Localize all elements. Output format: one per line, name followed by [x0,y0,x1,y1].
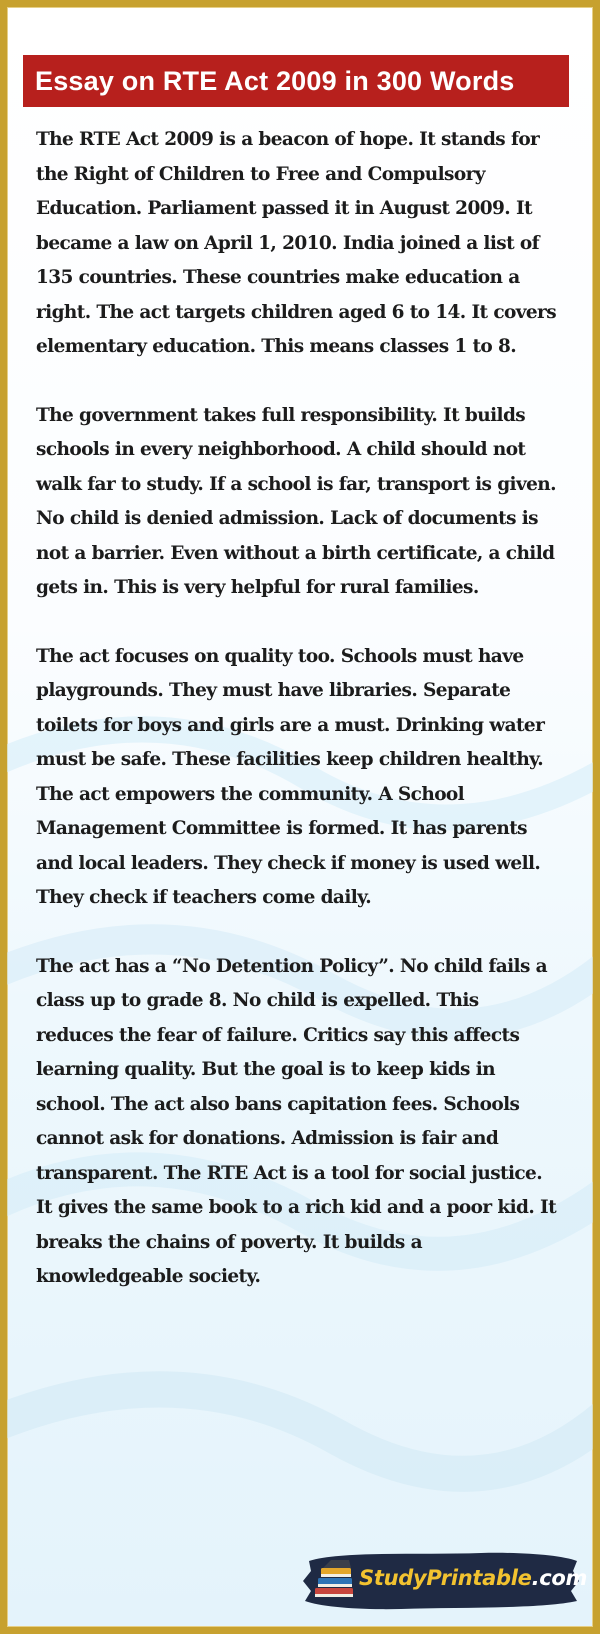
paragraph-2: The government takes full responsibility. It builds schools in every neighborhood. A child should not walk far to study. If a school is far, transport is given. No child is denied admission. Lack of documents is not a barrier. Even without a birth certificate, a child gets in. This is very helpful for rural families. [36,404,556,598]
logo-name: StudyPrintable [359,1566,532,1590]
paragraph-1: The RTE Act 2009 is a beacon of hope. It stands for the Right of Children to Free and Compulsory Education. Parliament passed it in August 2009. It became a law on April 1, 2010. India joined a list of 135 countries. These countries make education a right. The act targets children aged 6 to 14. It covers elementary education. This means classes 1 to 8. [36,129,557,357]
paragraph-3: The act focuses on quality too. Schools must have playgrounds. They must have libraries. Separate toilets for boys and girls are a must. Drinking water must be safe. These facilities keep children healthy. The act empowers the community. A School Management Committee is formed. It has parents and local leaders. They check if money is used well. They check if teachers come daily. [36,645,545,908]
paragraph-4: The act has a “No Detention Policy”. No child fails a class up to grade 8. No child is expelled. This reduces the fear of failure. Critics say this affects learning quality. But the goal is to keep kids in school. The act also bans capitation fees. Schools cannot ask for donations. Admission is fair and transparent. The RTE Act is a tool for social justice. It gives the same book to a rich kid and a poor kid. It breaks the chains of poverty. It builds a knowledgeable society. [36,955,557,1287]
essay-body [36,123,561,1295]
studyprintable-logo [301,1547,588,1613]
logo-suffix: .com [531,1566,588,1590]
logo-wordmark [359,1566,587,1590]
title-banner [23,55,569,107]
books-icon [311,1558,359,1602]
essay-title: Essay on RTE Act 2009 in 300 Words [35,65,515,96]
